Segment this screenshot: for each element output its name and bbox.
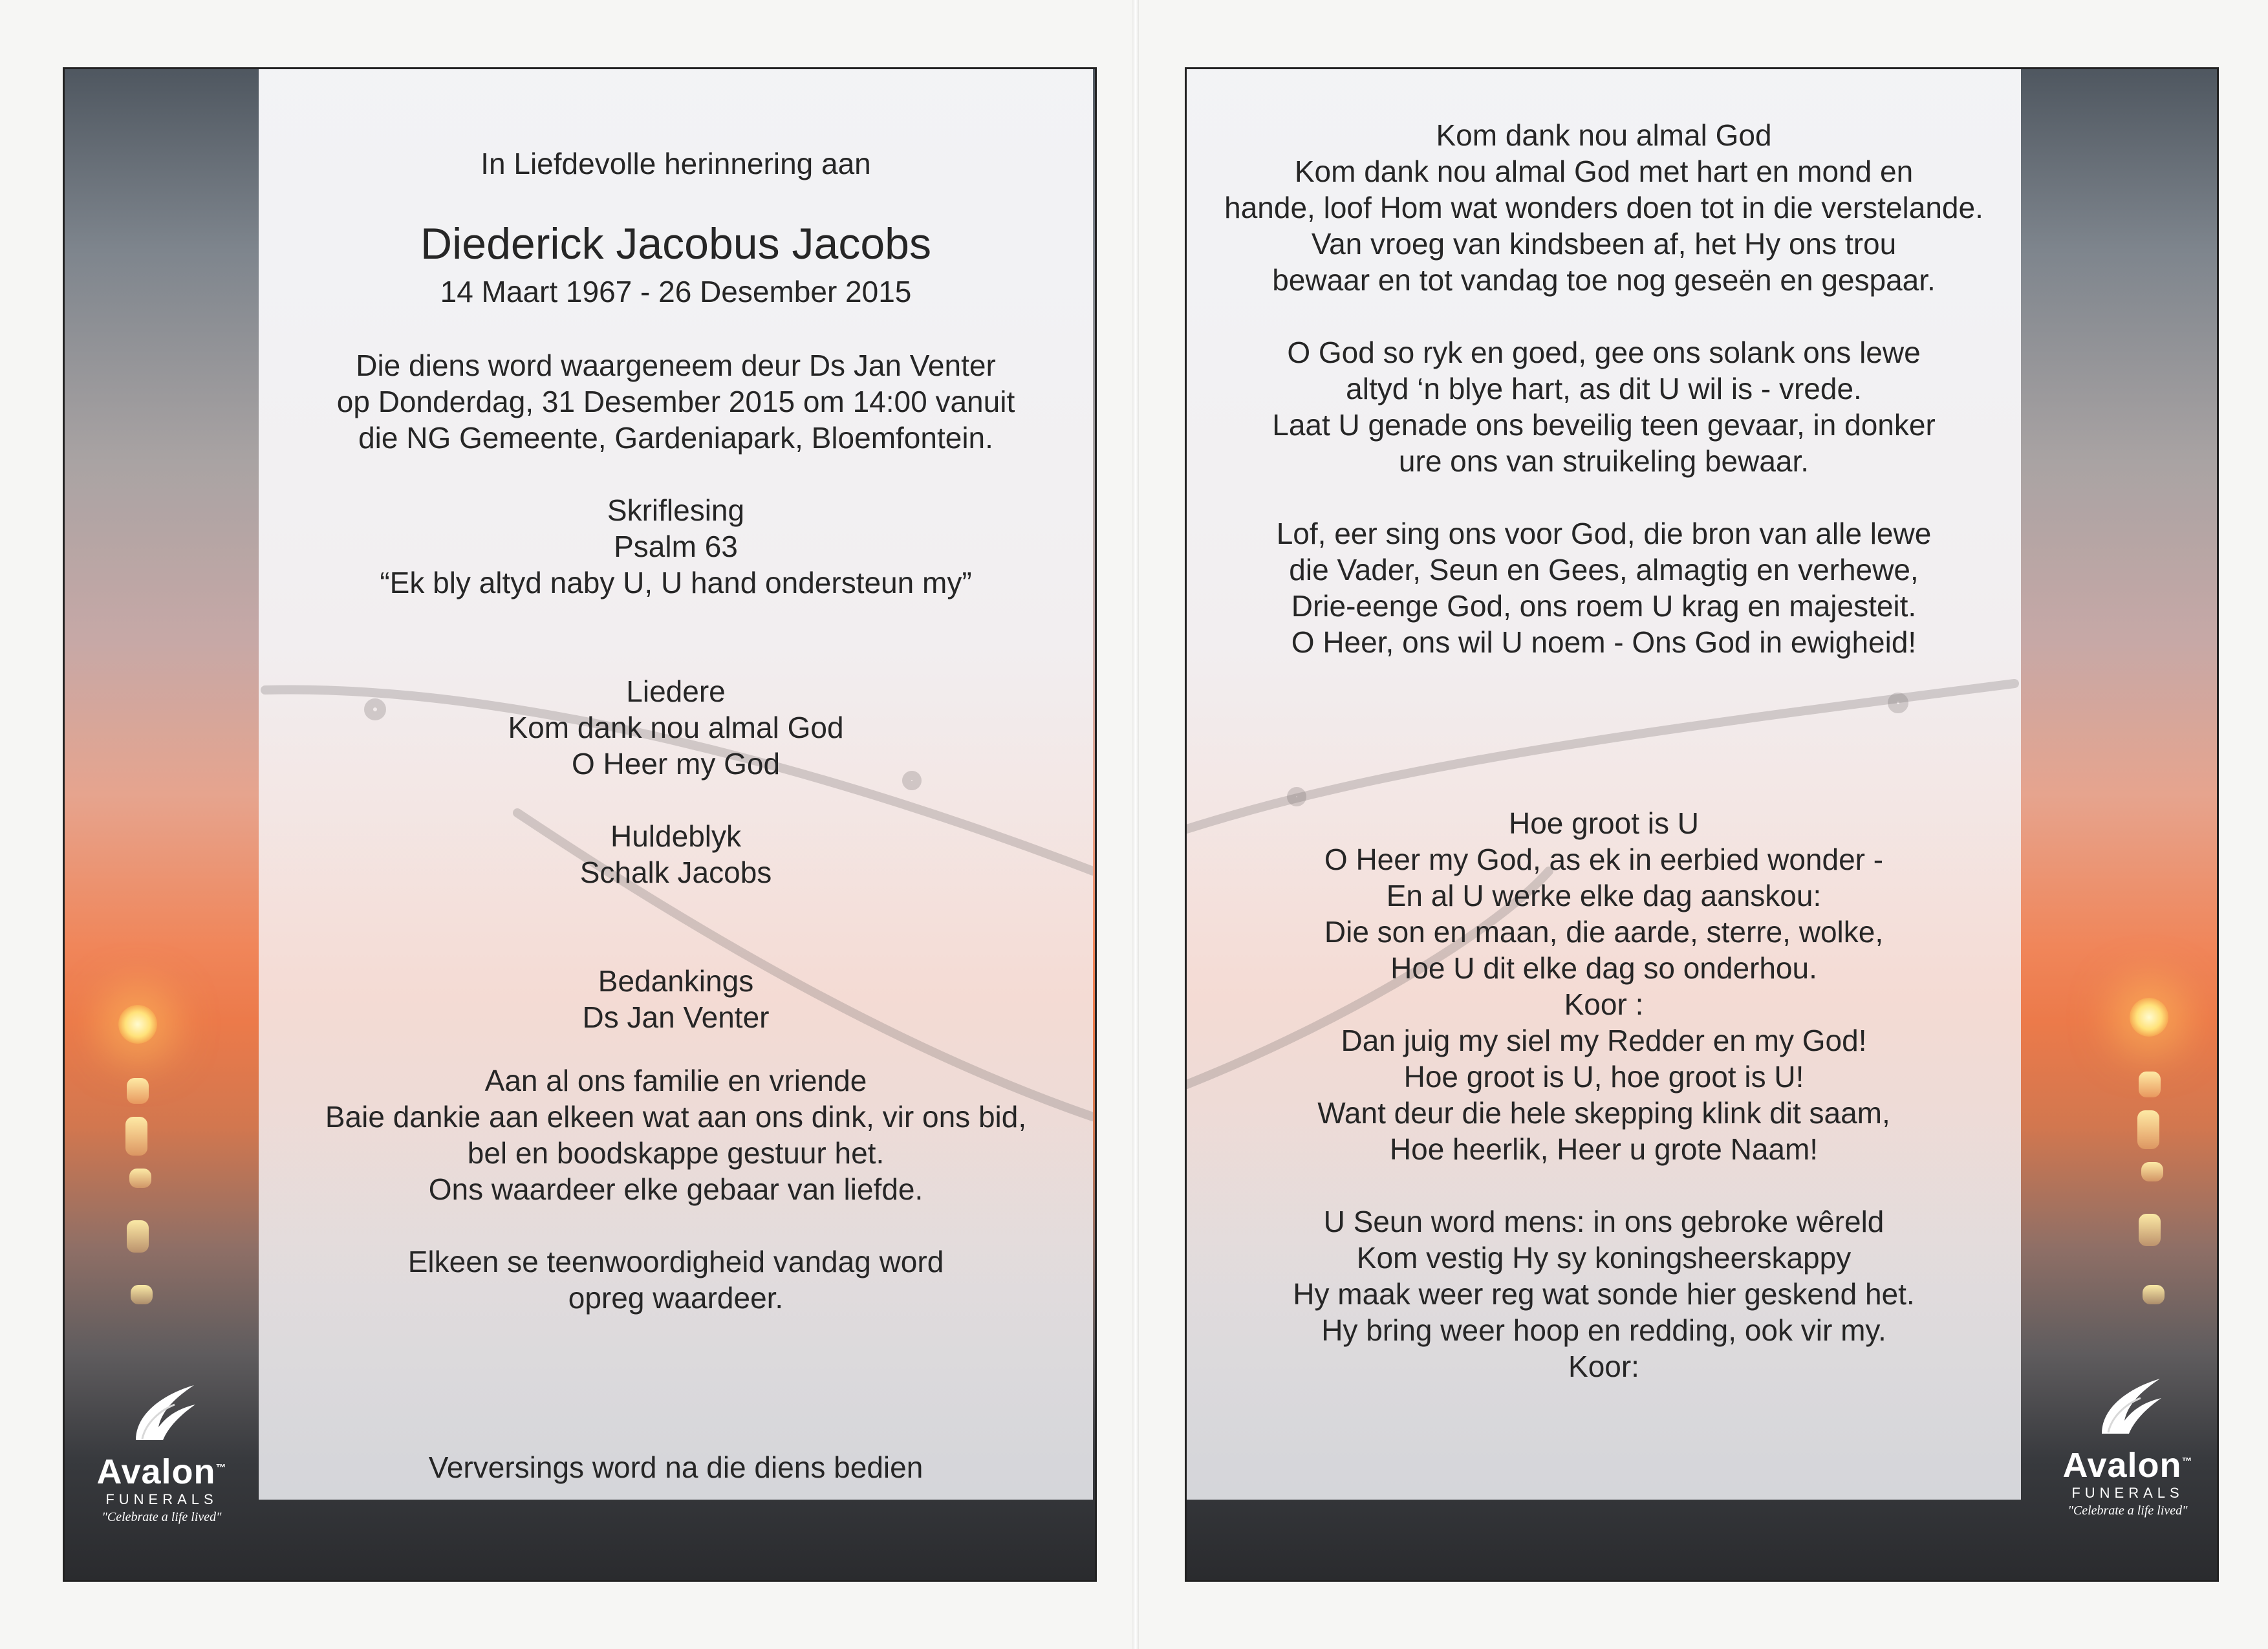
hymn-line: O Heer my God, as ek in eerbied wonder - <box>1324 843 1884 876</box>
hymn-line: Want deur die hele skepping klink dit saam, <box>1317 1096 1890 1130</box>
right-page <box>1185 67 2219 1582</box>
avalon-logo <box>84 1382 239 1525</box>
presence-message-line: opreg waardeer. <box>568 1281 784 1315</box>
sun <box>2130 998 2168 1037</box>
hymn-line: hande, loof Hom wat wonders doen tot in die verstelande. <box>1224 191 1983 224</box>
refreshments-note: Verversings word na die diens bedien <box>428 1450 923 1484</box>
hymn-line: Kom vestig Hy sy koningsheerskappy <box>1356 1241 1852 1275</box>
left-page <box>63 67 1097 1582</box>
presence-message-line: Elkeen se teenwoordigheid vandag word <box>407 1245 944 1278</box>
hymn-line: Hy maak weer reg wat sonde hier geskend het. <box>1293 1277 1915 1311</box>
text-panel <box>1187 69 2021 1500</box>
sun-reflection <box>2141 1162 2163 1181</box>
song-line: Kom dank nou almal God <box>508 711 844 744</box>
intro-text: In Liefdevolle herinnering aan <box>481 147 871 180</box>
hymn-line: U Seun word mens: in ons gebroke wêreld <box>1323 1205 1885 1238</box>
logo-brand: Avalon™ <box>2062 1446 2193 1485</box>
logo-tagline: "Celebrate a life lived" <box>102 1510 222 1524</box>
hymn-line: O God so ryk en goed, gee ons solank ons lewe <box>1287 336 1921 369</box>
hymn-line: Kom dank nou almal God met hart en mond en <box>1294 155 1914 188</box>
sun-reflection <box>2139 1214 2161 1246</box>
service-line: die NG Gemeente, Gardeniapark, Bloemfontein. <box>358 421 993 455</box>
logo-brand: Avalon™ <box>96 1452 227 1491</box>
hymn-line: En al U werke elke dag aanskou: <box>1386 879 1822 912</box>
family-message-line: Baie dankie aan elkeen wat aan ons dink, vir ons bid, <box>325 1100 1027 1134</box>
tribute-line: Schalk Jacobs <box>579 856 772 889</box>
sun-reflection <box>2137 1110 2159 1149</box>
logo-subtitle: FUNERALS <box>2071 1485 2184 1501</box>
sun-reflection <box>127 1078 149 1104</box>
sun-reflection <box>2143 1285 2165 1304</box>
sun-reflection <box>125 1117 147 1156</box>
avalon-logo <box>2050 1375 2205 1519</box>
hymn-line: ure ons van struikeling bewaar. <box>1398 444 1809 478</box>
songs-heading: Liedere <box>626 674 726 708</box>
page-fold <box>1132 0 1139 1649</box>
deceased-name: Diederick Jacobus Jacobs <box>420 219 931 268</box>
family-message-line: Aan al ons familie en vriende <box>484 1064 867 1097</box>
song-line: O Heer my God <box>571 747 781 781</box>
hymn-line: bewaar en tot vandag toe nog geseën en gespaar. <box>1272 263 1936 297</box>
service-line: op Donderdag, 31 Desember 2015 om 14:00 vanuit <box>336 385 1015 418</box>
hymn-line: Hoe groot is U, hoe groot is U! <box>1403 1060 1804 1094</box>
hymn-line: Lof, eer sing ons voor God, die bron van alle lewe <box>1276 517 1932 550</box>
sun <box>118 1005 157 1044</box>
logo-tagline: "Celebrate a life lived" <box>2068 1503 2188 1518</box>
hymn-line: Laat U genade ons beveilig teen gevaar, in donker <box>1272 408 1936 442</box>
thanks-line: Ds Jan Venter <box>582 1000 770 1034</box>
hymn-line: Koor: <box>1568 1350 1639 1383</box>
scripture-heading: Skriflesing <box>607 493 745 527</box>
thanks-heading: Bedankings <box>598 964 754 998</box>
logo-subtitle: FUNERALS <box>105 1491 218 1507</box>
service-line: Die diens word waargeneem deur Ds Jan Venter <box>356 349 996 382</box>
hymn-line: Die son en maan, die aarde, sterre, wolke, <box>1324 915 1884 949</box>
hymn-title: Hoe groot is U <box>1508 806 1699 840</box>
hymn-line: Dan juig my siel my Redder en my God! <box>1341 1024 1867 1057</box>
scripture-line: Psalm 63 <box>614 530 738 563</box>
hymn-title: Kom dank nou almal God <box>1436 118 1772 152</box>
life-dates: 14 Maart 1967 - 26 Desember 2015 <box>440 275 912 308</box>
hymn-line: Koor : <box>1564 987 1644 1021</box>
sun-reflection <box>127 1220 149 1253</box>
scripture-line: “Ek bly altyd naby U, U hand ondersteun my” <box>380 566 972 599</box>
hymn-line: O Heer, ons wil U noem - Ons God in ewigheid! <box>1291 625 1917 659</box>
hymn-line: Hoe heerlik, Heer u grote Naam! <box>1389 1132 1819 1166</box>
sun-reflection <box>131 1285 153 1304</box>
family-message-line: Ons waardeer elke gebaar van liefde. <box>428 1172 923 1206</box>
sun-reflection <box>129 1169 151 1188</box>
sun-reflection <box>2139 1072 2161 1097</box>
hymn-line: Hoe U dit elke dag so onderhou. <box>1390 951 1817 985</box>
hymn-line: Drie-eenge God, ons roem U krag en majesteit. <box>1291 589 1917 623</box>
hymn-line: altyd ‘n blye hart, as dit U wil is - vrede. <box>1346 372 1862 405</box>
hymn-line: die Vader, Seun en Gees, almagtig en verhewe, <box>1289 553 1919 587</box>
text-panel <box>259 69 1093 1500</box>
hymn-line: Hy bring weer hoop en redding, ook vir my. <box>1321 1313 1886 1347</box>
family-message-line: bel en boodskappe gestuur het. <box>467 1136 885 1170</box>
wing-icon <box>123 1382 200 1447</box>
hymn-line: Van vroeg van kindsbeen af, het Hy ons trou <box>1311 227 1897 261</box>
tribute-heading: Huldeblyk <box>610 819 741 853</box>
wing-icon <box>2089 1375 2166 1440</box>
